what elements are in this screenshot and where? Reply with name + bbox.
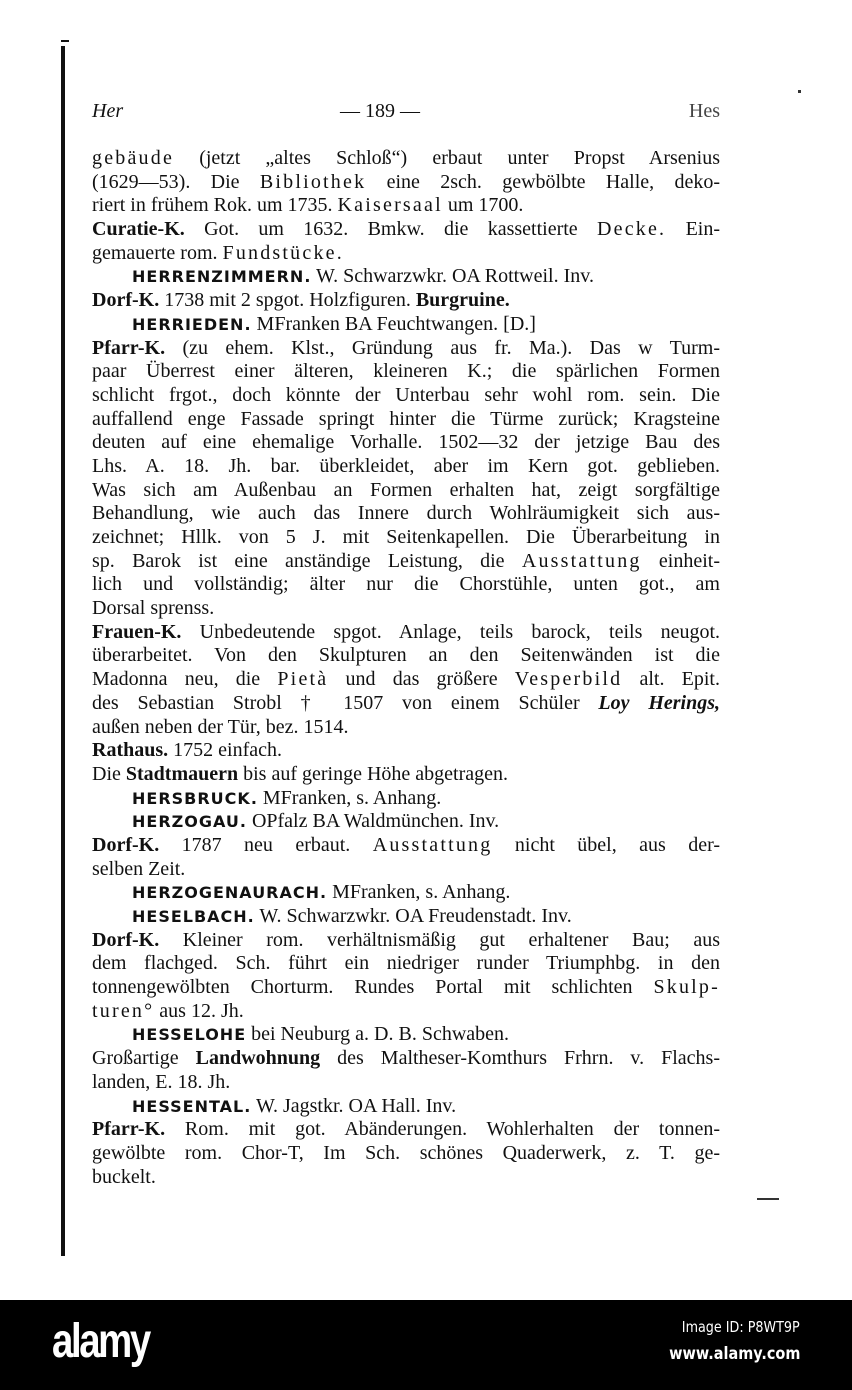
entry-heading-line (92, 1023, 720, 1047)
image-id: Image ID: P8WT9P (682, 1318, 800, 1336)
text-run: Pietà (277, 668, 329, 691)
text-line (92, 621, 720, 645)
text-run: Fundstücke. (222, 241, 344, 264)
text-run: nicht übel, aus der- (514, 833, 721, 856)
text-line (92, 1047, 720, 1071)
bold-term: Stadtmauern (125, 762, 239, 785)
text-run: W. Schwarzwkr. OA Rottweil. Inv. (316, 265, 594, 288)
text-run: zeichnet; Hllk. von 5 J. mit Seitenkapellen. Die Überarbeitung in (92, 526, 720, 548)
text-line (92, 644, 720, 668)
text-run: gebäude (92, 147, 175, 169)
text-line (92, 502, 720, 526)
entry-heading-line (92, 905, 720, 929)
text-run: gewölbte rom. Chor-T, Im Sch. schönes Quaderwerk, z. T. ge- (92, 1141, 720, 1164)
text-run: selben Zeit. (92, 857, 186, 880)
text-run: des Sebastian Strobl † 1507 von einem Schüler (92, 691, 599, 714)
text-line (92, 929, 720, 953)
text-run: Vesperbild (514, 668, 623, 691)
text-line (92, 337, 720, 361)
text-line (92, 1071, 720, 1095)
text-run: bei Neuburg a. D. B. Schwaben. (251, 1023, 510, 1046)
text-line (92, 858, 720, 882)
text-run: riert in frühem Rok. um 1735. (92, 194, 338, 217)
text-run: turen° (92, 999, 155, 1022)
text-line (92, 289, 720, 313)
place-name: HERSBRUCK. (132, 788, 258, 808)
text-line (92, 147, 720, 171)
text-line (92, 1142, 720, 1166)
place-name: HERZOGENAURACH. (132, 883, 328, 903)
text-run: bis auf geringe Höhe abgetragen. (243, 762, 509, 785)
page-number: — 189 — (340, 100, 420, 122)
text-run: paar Überrest einer älteren, kleineren K.; die spärlichen Formen (92, 360, 720, 383)
entry-heading-line (92, 787, 720, 811)
text-line (92, 692, 720, 716)
text-run: und das größere (345, 668, 515, 691)
text-line (92, 455, 720, 479)
text-line (92, 194, 720, 218)
text-line (92, 834, 720, 858)
text-run: landen, E. 18. Jh. (92, 1070, 231, 1093)
watermark-bar (0, 1300, 852, 1390)
text-run: tonnengewölbten Chorturm. Rundes Portal mit schlichten (92, 976, 654, 999)
text-line (92, 360, 720, 384)
text-line (92, 431, 720, 455)
text-line (92, 1166, 720, 1190)
bold-term: Landwohnung (195, 1047, 321, 1070)
text-line (92, 218, 720, 242)
text-line (92, 1000, 720, 1024)
page-edge-bar (61, 46, 65, 1256)
bold-term: Pfarr-K. (92, 336, 166, 359)
text-run: 1738 mit 2 spgot. Holzfiguren. (164, 289, 416, 312)
text-run: Großartige (92, 1047, 196, 1070)
bold-term: Burgruine. (415, 289, 510, 312)
text-run: deuten auf eine ehemalige Vorhalle. 1502—32 der jetzige Bau des (92, 431, 720, 454)
place-name: HERRENZIMMERN. (132, 267, 312, 287)
text-run: um 1700. (447, 194, 524, 217)
text-run: überarbeitet. Von den Skulpturen an den Seitenwänden ist die (92, 644, 720, 667)
place-name: HERZOGAU. (132, 812, 247, 832)
text-run: MFranken, s. Anhang. (332, 881, 511, 904)
italic-name: Loy Herings, (598, 691, 720, 714)
text-line (92, 171, 720, 195)
text-line (92, 408, 720, 432)
text-line (92, 739, 720, 763)
entry-heading-line (92, 1095, 720, 1119)
text-line (92, 384, 720, 408)
text-line (92, 597, 720, 621)
text-run: W. Jagstkr. OA Hall. Inv. (255, 1094, 457, 1117)
header-left-keyword: Her (92, 100, 124, 122)
text-run: sp. Barok ist eine anständige Leistung, die (92, 549, 522, 572)
text-run: Ausstattung (521, 549, 642, 572)
text-run: Was sich am Außenbau an Formen erhalten hat, zeigt sorgfältige (92, 478, 720, 501)
place-name: HESSENTAL. (132, 1096, 252, 1116)
text-line (92, 716, 720, 740)
text-run: W. Schwarzwkr. OA Freudenstadt. Inv. (259, 905, 572, 927)
header-right-keyword: Hes (688, 100, 720, 122)
text-run: OPfalz BA Waldmünchen. Inv. (251, 810, 500, 833)
text-run: Lhs. A. 18. Jh. bar. überkleidet, aber im Kern got. geblieben. (92, 454, 720, 477)
text-run: Rom. mit got. Abänderungen. Wohlerhalten der tonnen- (184, 1118, 721, 1141)
text-run: (zu ehem. Klst., Gründung aus fr. Ma.). Das w Turm- (182, 336, 720, 359)
text-run: alt. Epit. (639, 668, 720, 691)
alamy-logo: alamy (52, 1315, 149, 1368)
text-line (92, 976, 720, 1000)
entry-heading-line (92, 313, 720, 337)
text-run: Got. um 1632. Bmkw. die kassettierte (204, 218, 597, 241)
bold-term: Frauen-K. (92, 620, 182, 643)
text-run: eine 2sch. gewbölbte Halle, deko- (386, 170, 720, 193)
bold-term: Dorf-K. (92, 833, 160, 856)
text-run: 1787 neu erbaut. (181, 833, 373, 856)
text-line (92, 952, 720, 976)
text-run: buckelt. (92, 1165, 156, 1188)
text-line (92, 763, 720, 787)
text-run: MFranken BA Feuchtwangen. [D.] (256, 312, 536, 335)
text-run: auffallend enge Fassade springt hinter die Türme zurück; Kragsteine (92, 407, 720, 430)
text-line (92, 479, 720, 503)
running-header (92, 100, 720, 126)
text-run: lich und vollständig; älter nur die Chorstühle, unten got., am (92, 573, 720, 596)
text-run: gemauerte rom. (92, 241, 223, 264)
text-run: aus 12. Jh. (159, 999, 244, 1022)
text-run: Decke. (596, 218, 667, 241)
text-run: Skulp- (653, 976, 720, 999)
text-run: Kaisersaal (337, 194, 443, 217)
text-run: dem flachged. Sch. führt ein niedriger runder Triumphbg. in den (92, 952, 720, 975)
site-url: www.alamy.com (668, 1344, 800, 1364)
text-run: Ein- (685, 218, 721, 241)
bold-term: Pfarr-K. (92, 1118, 166, 1141)
text-run: schlicht frgot., doch könnte der Unterbau sehr wohl rom. sein. Die (92, 383, 720, 406)
bold-term: Curatie-K. (92, 218, 185, 241)
text-run: (1629—53). Die (92, 170, 260, 193)
place-name: HESSELOHE (132, 1025, 247, 1045)
text-run: (jetzt „altes Schloß“) erbaut unter Propst Arsenius (199, 147, 720, 169)
bold-term: Rathaus. (92, 739, 169, 762)
body-text (92, 147, 720, 1189)
entry-heading-line (92, 265, 720, 289)
text-run: außen neben der Tür, bez. 1514. (92, 715, 349, 738)
text-run: Ausstattung (372, 833, 493, 856)
text-line (92, 242, 720, 266)
text-run: 1752 einfach. (173, 739, 282, 762)
text-line (92, 526, 720, 550)
scan-dash (757, 1198, 779, 1200)
entry-heading-line (92, 881, 720, 905)
text-run: Behandlung, wie auch das Innere durch Wohlräumigkeit sich aus- (92, 502, 720, 525)
entry-heading-line (92, 810, 720, 834)
text-line (92, 1118, 720, 1142)
place-name: HERRIEDEN. (132, 314, 252, 334)
text-line (92, 668, 720, 692)
bold-term: Dorf-K. (92, 928, 160, 951)
text-run: Kleiner rom. verhältnismäßig gut erhaltener Bau; aus (182, 928, 720, 951)
place-name: HESELBACH. (132, 907, 255, 926)
text-run: Dorsal sprenss. (92, 597, 215, 620)
text-run: Madonna neu, die (92, 668, 278, 691)
text-run: Die (92, 762, 126, 785)
margin-tick (61, 40, 69, 42)
text-line (92, 550, 720, 574)
text-run: Unbedeutende spgot. Anlage, teils barock, teils neugot. (199, 620, 721, 643)
scan-speck (798, 90, 801, 93)
text-run: MFranken, s. Anhang. (262, 786, 442, 809)
text-run: einheit- (658, 549, 720, 572)
bold-term: Dorf-K. (92, 289, 160, 312)
text-run: Bibliothek (259, 170, 367, 193)
text-run: des Maltheser-Komthurs Frhrn. v. Flachs- (337, 1047, 720, 1070)
text-line (92, 573, 720, 597)
